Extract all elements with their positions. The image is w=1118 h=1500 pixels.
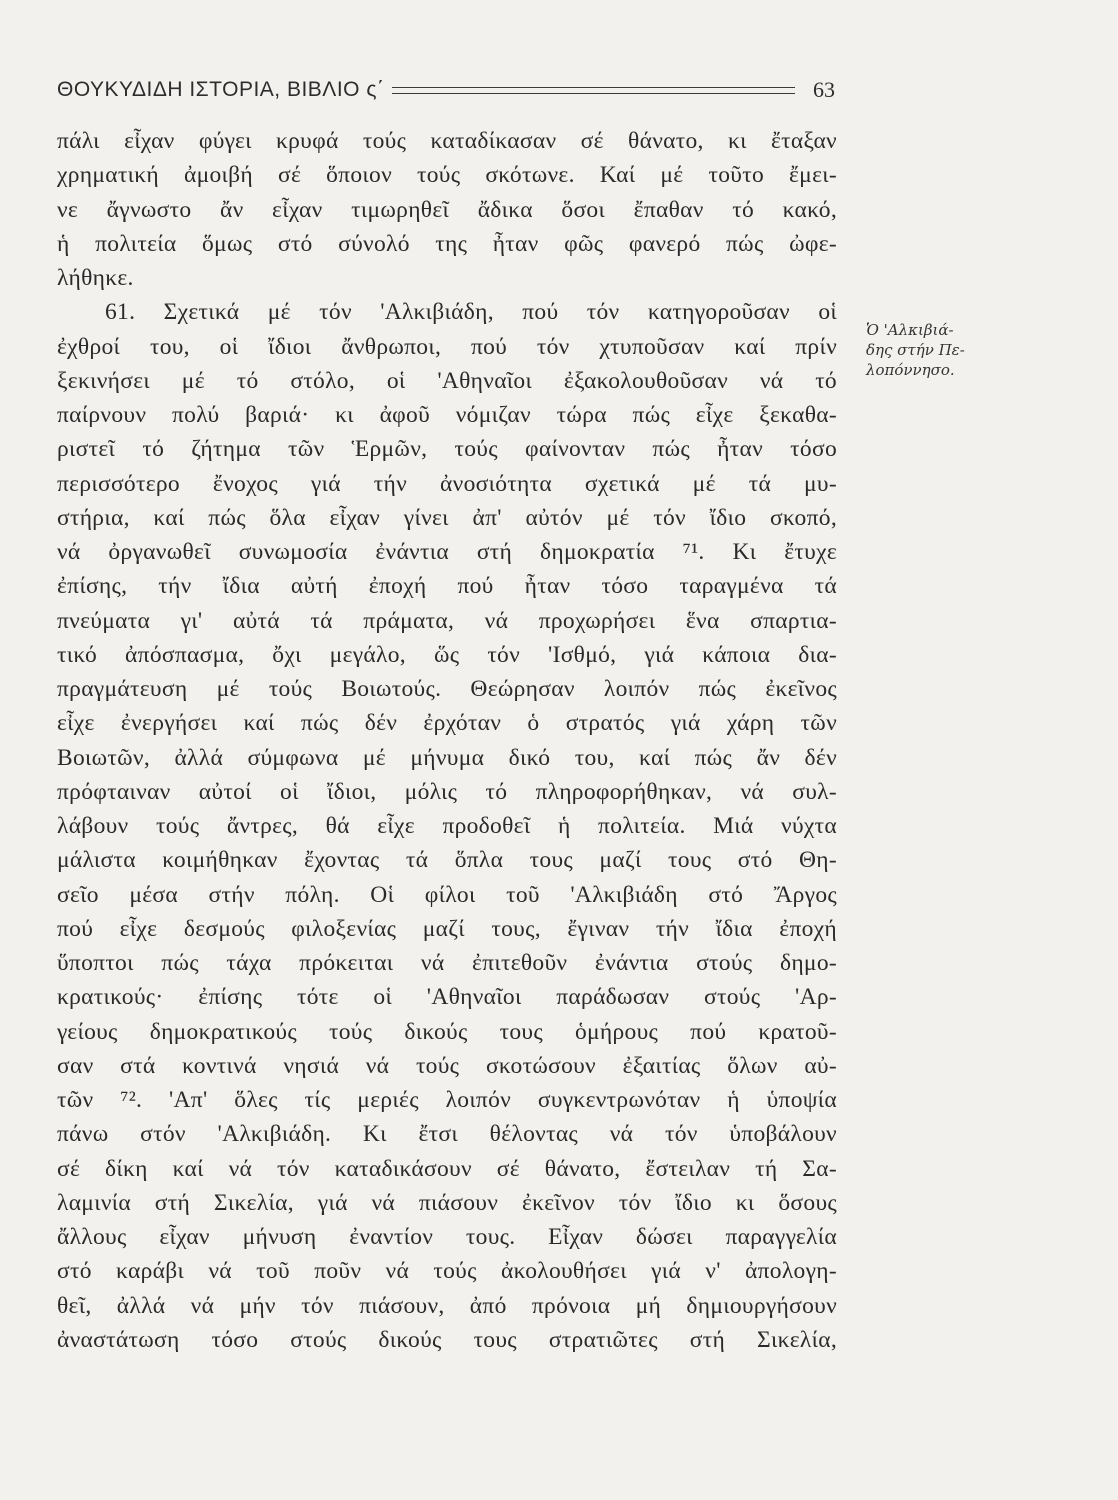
text-line: πνεύματα γι' αὐτά τά πράματα, νά προχωρήσει ἕνα σπαρτια- (57, 607, 837, 634)
text-line: χρηματική ἀμοιβή σέ ὅποιον τούς σκότωνε. Καί μέ τοῦτο ἔμει- (57, 162, 837, 189)
text-line: σέ δίκη καί νά τόν καταδικάσουν σέ θάνατο, ἔστειλαν τή Σα- (57, 1155, 837, 1182)
running-header (57, 72, 835, 108)
text-line: ἀναστάτωση τόσο στούς δικούς τους στρατιῶτες στή Σικελία, (57, 1326, 837, 1353)
text-line: σεῖο μέσα στήν πόλη. Οἱ φίλοι τοῦ 'Αλκιβιάδη στό Ἄργος (57, 881, 837, 908)
section-start-line: 61. Σχετικά μέ τόν 'Αλκιβιάδη, πού τόν κατηγοροῦσαν οἱ (105, 299, 837, 326)
text-line: ἄλλους εἶχαν μήνυση ἐναντίον τους. Εἶχαν δώσει παραγγελία (57, 1224, 837, 1250)
header-title: ΘΟΥΚΥΔΙΔΗ ΙΣΤΟΡΙΑ, ΒΙΒΛΙΟ ς΄ (57, 78, 385, 101)
text-line: πάλι εἶχαν φύγει κρυφά τούς καταδίκασαν σέ θάνατο, κι ἔταξαν (57, 128, 837, 154)
text-line: περισσότερο ἔνοχος γιά τήν ἀνοσιότητα σχετικά μέ τά μυ- (57, 470, 837, 497)
text-line: λαμινία στή Σικελία, γιά νά πιάσουν ἐκεῖνον τόν ἴδιο κι ὅσους (57, 1189, 837, 1216)
text-line: τῶν ⁷². 'Απ' ὅλες τίς μεριές λοιπόν συγκεντρωνόταν ἡ ὑποψία (57, 1087, 837, 1113)
text-line: νε ἄγνωστο ἄν εἶχαν τιμωρηθεῖ ἄδικα ὅσοι ἔπαθαν τό κακό, (57, 196, 837, 223)
text-line: ἐπίσης, τήν ἴδια αὐτή ἐποχή πού ἦταν τόσο ταραγμένα τά (57, 573, 837, 600)
text-line: λήθηκε. (57, 265, 134, 291)
text-line: μάλιστα κοιμήθηκαν ἔχοντας τά ὅπλα τους μαζί τους στό Θη- (57, 847, 837, 874)
text-line: πρόφταιναν αὐτοί οἱ ἴδιοι, μόλις τό πληροφορήθηκαν, νά συλ- (57, 778, 837, 805)
text-line: στό καράβι νά τοῦ ποῦν νά τούς ἀκολουθήσει γιά ν' ἀπολογη- (57, 1258, 837, 1285)
text-line: νά ὀργανωθεῖ συνωμοσία ἐνάντια στή δημοκρατία ⁷¹. Κι ἔτυχε (57, 539, 837, 565)
text-line: ὕποπτοι πώς τάχα πρόκειται νά ἐπιτεθοῦν ἐνάντια στούς δημο- (57, 950, 837, 976)
text-line: πραγμάτευση μέ τούς Βοιωτούς. Θεώρησαν λοιπόν πώς ἐκεῖνος (57, 676, 837, 702)
text-line: πού εἶχε δεσμούς φιλοξενίας μαζί τους, ἔγιναν τήν ἴδια ἐποχή (57, 915, 837, 942)
text-line: πάνω στόν 'Αλκιβιάδη. Κι ἔτσι θέλοντας νά τόν ὑποβάλουν (57, 1121, 837, 1148)
text-line: παίρνουν πολύ βαριά· κι ἀφοῦ νόμιζαν τώρα πώς εἶχε ξεκαθα- (57, 402, 837, 428)
margin-note-line: λοπόννησο. (866, 361, 955, 379)
text-line: κρατικούς· ἐπίσης τότε οἱ 'Αθηναῖοι παράδωσαν στούς 'Αρ- (57, 984, 837, 1011)
text-line: ἡ πολιτεία ὅμως στό σύνολό της ἦταν φῶς φανερό πώς ὠφε- (57, 230, 837, 257)
text-line: λάβουν τούς ἄντρες, θά εἶχε προδοθεῖ ἡ πολιτεία. Μιά νύχτα (57, 813, 837, 839)
text-line: στήρια, καί πώς ὅλα εἶχαν γίνει ἀπ' αὐτόν μέ τόν ἴδιο σκοπό, (57, 504, 837, 531)
text-line: Βοιωτῶν, ἀλλά σύμφωνα μέ μήνυμα δικό του, καί πώς ἄν δέν (57, 744, 837, 771)
text-line: ἐχθροί του, οἱ ἴδιοι ἄνθρωποι, πού τόν χτυποῦσαν καί πρίν (57, 333, 837, 360)
page-number: 63 (813, 77, 835, 102)
text-line: εἶχε ἐνεργήσει καί πώς δέν ἐρχόταν ὁ στρατός γιά χάρη τῶν (57, 710, 837, 737)
header-double-rule (392, 87, 795, 94)
text-line: τικό ἀπόσπασμα, ὄχι μεγάλο, ὥς τόν 'Ισθμό, γιά κάποια δια- (57, 641, 837, 668)
body-text (57, 124, 837, 1357)
text-line: σαν στά κοντινά νησιά νά τούς σκοτώσουν ἐξαιτίας ὅλων αὐ- (57, 1052, 837, 1079)
margin-note (866, 320, 1016, 380)
text-line: ξεκινήσει μέ τό στόλο, οἱ 'Αθηναῖοι ἐξακολουθοῦσαν νά τό (57, 367, 837, 394)
text-line: θεῖ, ἀλλά νά μήν τόν πιάσουν, ἀπό πρόνοια μή δημιουργήσουν (57, 1292, 837, 1319)
margin-note-line: Ὁ 'Αλκιβιά- (866, 321, 954, 339)
text-line: ριστεῖ τό ζήτημα τῶν Ἑρμῶν, τούς φαίνονταν πώς ἦταν τόσο (57, 436, 837, 463)
margin-note-line: δης στήν Πε- (866, 341, 965, 359)
text-line: γείους δημοκρατικούς τούς δικούς τους ὁμήρους πού κρατοῦ- (57, 1018, 837, 1045)
